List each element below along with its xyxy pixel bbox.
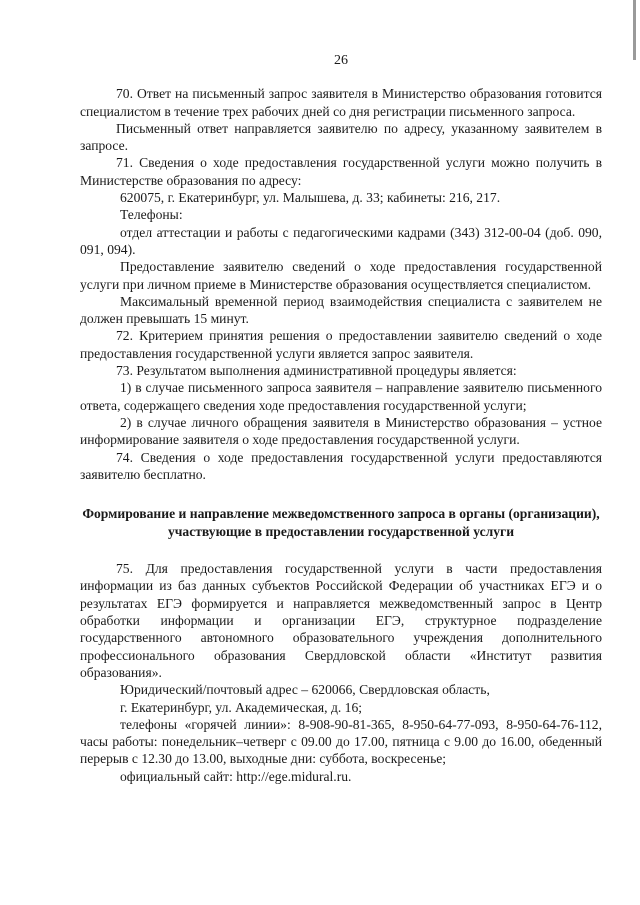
paragraph-max-period: Максимальный временной период взаимодействия специалиста с заявителем не должен превышать 15 минут.: [80, 293, 602, 327]
paragraph-department-phone: отдел аттестации и работы с педагогическими кадрами (343) 312-00-04 (доб. 090, 091, 094).: [80, 224, 602, 257]
paragraph-71: 71. Сведения о ходе предоставления государственной услуги можно получить в Министерстве образования по адресу:: [80, 155, 602, 188]
paragraph-75: 75. Для предоставления государственной услуги в части предоставления информации из баз данных субъектов Российской Федерации об участниках ЕГЭ и о результатах ЕГЭ формируется и направляется межведомственный запрос в Центр обработки информации и организации ЕГЭ, структурное подразделение государственного автономного образовательного учреждения дополнительного профессионального образования Свердловской области «Институт развития образования».: [80, 561, 602, 680]
paragraph-72: 72. Критерием принятия решения о предоставлении заявителю сведений о ходе предоставления государственной услуги является запрос заявителя.: [80, 328, 602, 361]
paragraph-phones-label: Телефоны:: [120, 207, 183, 223]
paragraph-74: 74. Сведения о ходе предоставления государственной услуги предоставляются заявителю бесплатно.: [80, 449, 602, 482]
paragraph-73: 73. Результатом выполнения административной процедуры является:: [116, 363, 517, 379]
page-number: 26: [334, 53, 348, 68]
paragraph-hotline-phones: телефоны «горячей линии»: 8-908-90-81-365, 8-950-64-77-093, 8-950-64-76-112, часы работы: понедельник–четверг с 09.00 до 17.00, пятница с 9.00 до 16.00, обеденный перерыв с 12.30 до 13.00, выходные дни: суббота, воскресенье;: [80, 716, 602, 767]
paragraph-result-personal: 2) в случае личного обращения заявителя в Министерство образования – устное информирование заявителя о ходе предоставления государственной услуги.: [80, 414, 602, 448]
paragraph-ministry-address: 620075, г. Екатеринбург, ул. Малышева, д. 33; кабинеты: 216, 217.: [120, 190, 501, 206]
paragraph-written-answer: Письменный ответ направляется заявителю по адресу, указанному заявителем в запросе.: [80, 120, 602, 154]
paragraph-official-site: официальный сайт: http://ege.midural.ru.: [120, 768, 352, 784]
section-heading: Формирование и направление межведомственного запроса в органы (организации), участвующие в предоставлении государственной услуги: [82, 506, 600, 540]
paragraph-city-street: г. Екатеринбург, ул. Академическая, д. 16;: [120, 699, 363, 715]
paragraph-result-written: 1) в случае письменного запроса заявителя – направление заявителю письменного ответа, содержащего сведения ходе предоставления государственной услуги;: [80, 380, 602, 413]
paragraph-legal-address: Юридический/почтовый адрес – 620066, Свердловская область,: [120, 682, 490, 698]
paragraph-70: 70. Ответ на письменный запрос заявителя в Министерство образования готовится специалистом в течение трех рабочих дней со дня регистрации письменного запроса.: [80, 86, 602, 119]
paragraph-personal-reception: Предоставление заявителю сведений о ходе предоставления государственной услуги при личном приеме в Министерстве образования осуществляется специалистом.: [80, 259, 602, 292]
scan-edge-mark: [633, 0, 636, 60]
